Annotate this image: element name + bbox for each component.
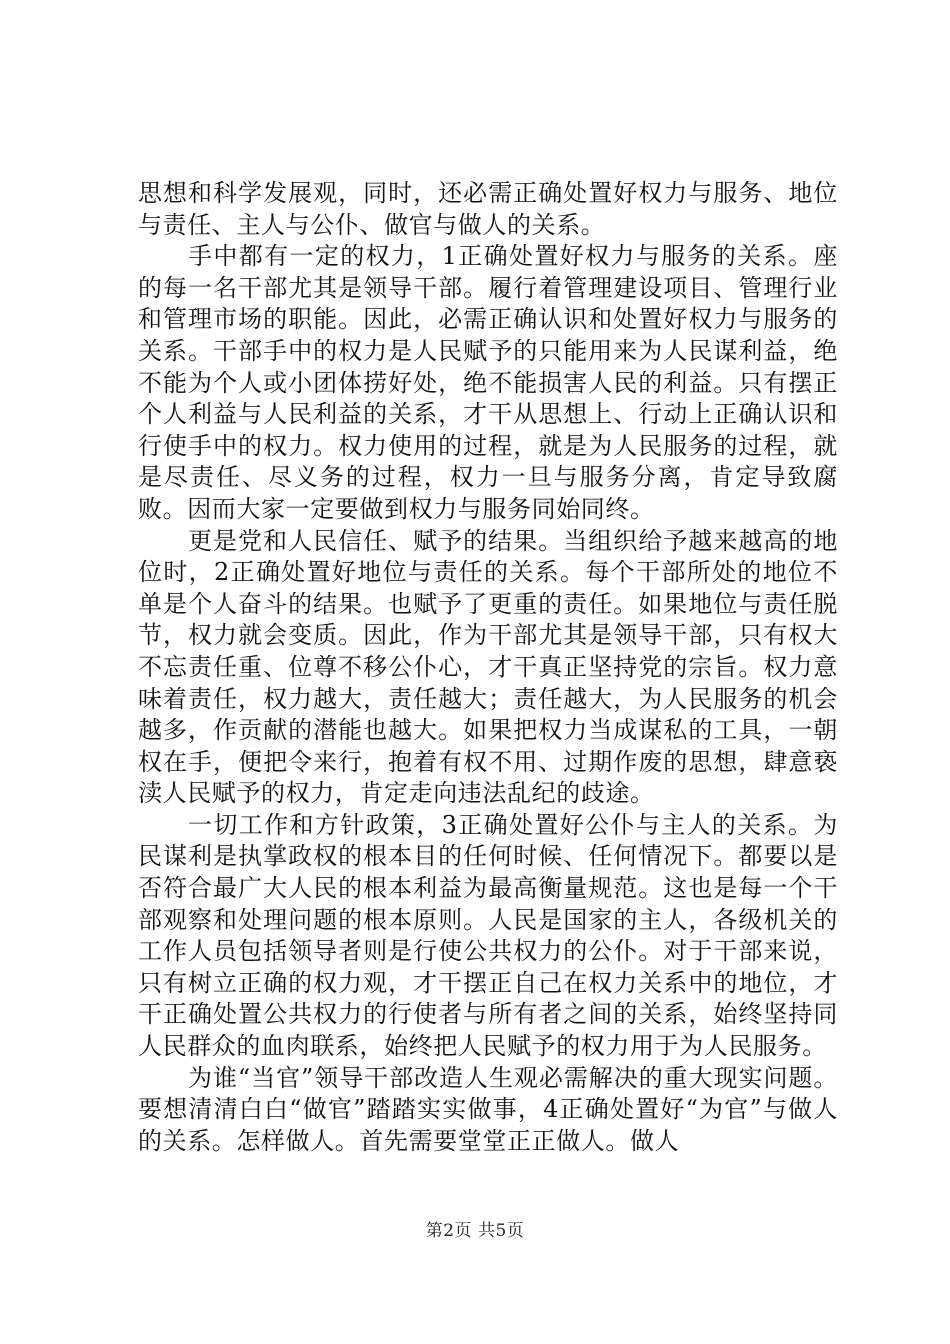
paragraph-4: 一切工作和方针政策，3正确处置好公仆与主人的关系。为民谋利是执掌政权的根本目的任何时候、任何情况下。都要以是否符合最广大人民的根本利益为最高衡量规范。这也是每一个干部观察和处理问题的根本原则。人民是国家的主人，各级机关的工作人员包括领导者则是行使公共权力的公仆。对于干部来说，只有树立正确的权力观，才干摆正自己在权力关系中的地位，才干正确处置公共权力的行使者与所有者之间的关系，始终坚持同人民群众的血肉联系，始终把人民赋予的权力用于为人民服务。 (138, 810, 838, 1061)
paragraph-1: 思想和科学发展观，同时，还必需正确处置好权力与服务、地位与责任、主人与公仆、做官与做人的关系。 (138, 179, 838, 239)
paragraph-2: 手中都有一定的权力，1正确处置好权力与服务的关系。座的每一名干部尤其是领导干部。履行着管理建设项目、管理行业和管理市场的职能。因此，必需正确认识和处置好权力与服务的关系。干部手中的权力是人民赋予的只能用来为人民谋利益，绝不能为个人或小团体捞好处，绝不能损害人民的利益。只有摆正个人利益与人民利益的关系，才干从思想上、行动上正确认识和行使手中的权力。权力使用的过程，就是为人民服务的过程，就是尽责任、尽义务的过程，权力一旦与服务分离，肯定导致腐败。因而大家一定要做到权力与服务同始同终。 (138, 242, 838, 523)
page-number-footer: 第2页 共5页 (425, 1221, 525, 1241)
document-body (138, 178, 838, 1157)
paragraph-5: 为谁“当官”领导干部改造人生观必需解决的重大现实问题。要想清清白白“做官”踏踏实实做事，4正确处置好“为官”与做人的关系。怎样做人。首先需要堂堂正正做人。做人 (138, 1063, 838, 1155)
paragraph-3: 更是党和人民信任、赋予的结果。当组织给予越来越高的地位时，2正确处置好地位与责任的关系。每个干部所处的地位不单是个人奋斗的结果。也赋予了更重的责任。如果地位与责任脱节，权力就会变质。因此，作为干部尤其是领导干部，只有权大不忘责任重、位尊不移公仆心，才干真正坚持党的宗旨。权力意味着责任，权力越大，责任越大；责任越大，为人民服务的机会越多，作贡献的潜能也越大。如果把权力当成谋私的工具，一朝权在手，便把令来行，抱着有权不用、过期作废的思想，肆意亵渎人民赋予的权力，肯定走向违法乱纪的歧途。 (138, 526, 838, 808)
